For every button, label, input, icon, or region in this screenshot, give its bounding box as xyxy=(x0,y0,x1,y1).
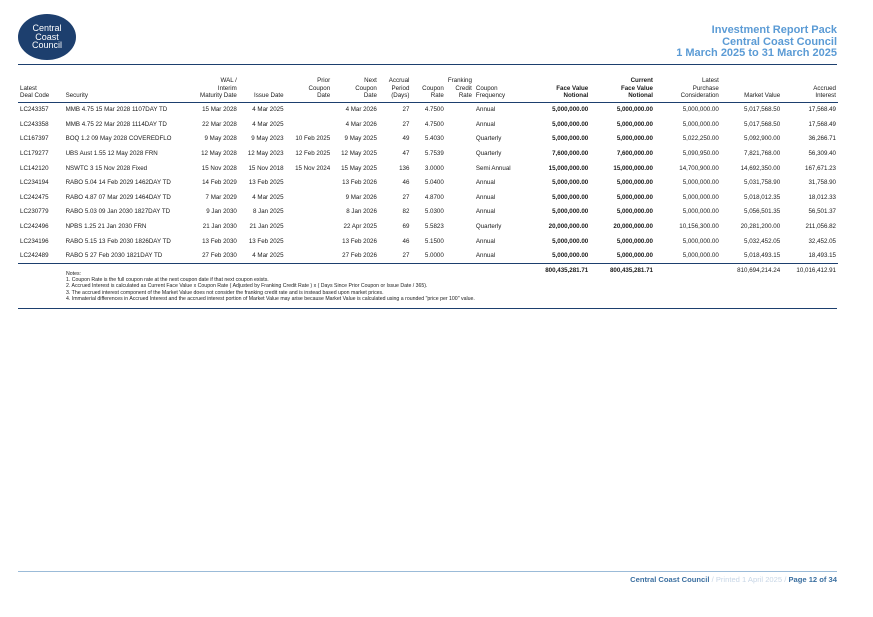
report-period: 1 March 2025 to 31 March 2025 xyxy=(676,47,837,59)
total-current-face: 800,435,281.71 xyxy=(590,264,655,278)
cell-current-face: 7,600,000.00 xyxy=(616,150,653,158)
cell-issue-date: 4 Mar 2025 xyxy=(252,120,284,128)
cell-face-value: 5,000,000.00 xyxy=(552,135,589,143)
cell-accrual: 82 xyxy=(402,208,410,216)
cell-maturity: 12 May 2028 xyxy=(201,150,237,158)
col-face-value: Face Value Notional xyxy=(556,84,589,99)
cell-current-face: 5,000,000.00 xyxy=(616,135,653,143)
total-market: 810,694,214.24 xyxy=(721,264,782,278)
cell-issue-date: 8 Jan 2025 xyxy=(252,208,284,216)
cell-issue-date: 13 Feb 2025 xyxy=(248,179,284,187)
cell-accrual: 47 xyxy=(402,150,410,158)
cell-market-value: 5,092,900.00 xyxy=(744,135,781,143)
cell-franking xyxy=(446,248,474,263)
cell-frequency: Annual xyxy=(475,193,496,201)
cell-market-value: 5,018,012.35 xyxy=(744,193,781,201)
cell-coupon-rate: 3.0000 xyxy=(424,164,444,172)
report-header xyxy=(676,25,837,60)
notes-heading: Notes: xyxy=(66,271,81,277)
cell-accrual: 46 xyxy=(402,237,410,245)
cell-maturity: 9 Jan 2030 xyxy=(206,208,237,216)
cell-prior-coupon xyxy=(286,219,333,234)
cell-accrued: 32,452.05 xyxy=(808,237,836,245)
cell-next-coupon: 9 Mar 2026 xyxy=(345,193,377,201)
cell-issue-date: 21 Jan 2025 xyxy=(249,223,284,231)
table-row xyxy=(18,175,838,190)
footer-page: Page 12 of 34 xyxy=(788,575,837,584)
cell-maturity: 21 Jan 2030 xyxy=(202,223,237,231)
cell-next-coupon: 4 Mar 2026 xyxy=(345,120,377,128)
cell-accrued: 167,671.23 xyxy=(805,164,836,172)
cell-deal-code: LC243357 xyxy=(20,106,49,114)
cell-accrued: 56,309.40 xyxy=(808,150,836,158)
cell-next-coupon: 13 Feb 2026 xyxy=(342,237,377,245)
col-coupon-rate: Coupon Rate xyxy=(422,84,444,99)
cell-prior-coupon xyxy=(286,205,333,220)
cell-maturity: 22 Mar 2028 xyxy=(202,120,237,128)
cell-security: NPBS 1.25 21 Jan 2030 FRN xyxy=(65,223,147,231)
cell-franking xyxy=(446,175,474,190)
cell-deal-code: LC234196 xyxy=(20,237,49,245)
cell-maturity: 14 Feb 2029 xyxy=(202,179,237,187)
cell-current-face: 5,000,000.00 xyxy=(616,252,653,260)
investment-table xyxy=(18,77,838,277)
cell-issue-date: 15 Nov 2018 xyxy=(248,164,284,172)
cell-security: RABO 5 27 Feb 2030 1821DAY TD xyxy=(65,252,163,260)
cell-coupon-rate: 4.7500 xyxy=(424,120,444,128)
cell-franking xyxy=(446,102,474,117)
table-row xyxy=(18,117,838,132)
cell-face-value: 7,600,000.00 xyxy=(552,150,589,158)
cell-issue-date: 12 May 2023 xyxy=(247,150,284,158)
cell-purchase: 5,022,250.00 xyxy=(682,135,719,143)
table-row xyxy=(18,234,838,249)
report-title: Investment Report Pack xyxy=(711,24,837,36)
notes-divider xyxy=(18,308,837,309)
cell-franking xyxy=(446,219,474,234)
cell-security: NSWTC 3 15 Nov 2028 Fixed xyxy=(65,164,148,172)
table-row xyxy=(18,102,838,117)
cell-current-face: 5,000,000.00 xyxy=(616,120,653,128)
cell-current-face: 5,000,000.00 xyxy=(616,106,653,114)
cell-maturity: 15 Mar 2028 xyxy=(202,106,237,114)
cell-coupon-rate: 5.7539 xyxy=(424,150,444,158)
cell-face-value: 15,000,000.00 xyxy=(548,164,589,172)
cell-franking xyxy=(446,117,474,132)
cell-deal-code: LC179277 xyxy=(20,150,49,158)
header-divider xyxy=(18,64,837,65)
cell-deal-code: LC242475 xyxy=(20,193,49,201)
cell-security: RABO 4.87 07 Mar 2029 1464DAY TD xyxy=(65,193,171,201)
cell-accrued: 31,758.90 xyxy=(808,179,836,187)
cell-market-value: 5,017,568.50 xyxy=(744,120,781,128)
cell-purchase: 5,000,000.00 xyxy=(682,106,719,114)
cell-security: RABO 5.15 13 Feb 2030 1826DAY TD xyxy=(65,237,171,245)
col-maturity: WAL / Interim Maturity Date xyxy=(200,77,237,99)
col-purchase: Latest Purchase Consideration xyxy=(680,77,719,99)
note-1: 1. Coupon Rate is the full coupon rate at the next coupon date if that next coupon exists. xyxy=(66,277,269,284)
note-3: 3. The accrued interest component of the Market Value does not consider the franking credit rate and is instead based upon market prices. xyxy=(66,289,384,296)
cell-deal-code: LC167397 xyxy=(20,135,49,143)
cell-accrual: 27 xyxy=(402,120,410,128)
col-deal-code: Latest Deal Code xyxy=(20,84,50,99)
cell-accrual: 27 xyxy=(402,106,410,114)
footer-org: Central Coast Council xyxy=(630,575,710,584)
cell-market-value: 5,018,493.15 xyxy=(744,252,781,260)
cell-deal-code: LC243358 xyxy=(20,120,49,128)
cell-face-value: 5,000,000.00 xyxy=(552,179,589,187)
cell-accrued: 18,012.33 xyxy=(808,193,836,201)
cell-security: UBS Aust 1.55 12 May 2028 FRN xyxy=(65,150,158,158)
table-header-row xyxy=(18,77,838,102)
footer-printed: Printed 1 April 2025 xyxy=(715,575,783,584)
cell-maturity: 15 Nov 2028 xyxy=(201,164,237,172)
cell-accrual: 27 xyxy=(402,193,410,201)
note-2: 2. Accrued Interest is calculated as Current Face Value x Coupon Rate ( Adjusted by Franking Credit Rate ) x ( Days Since Prior Coupon or Issue Date / 365). xyxy=(66,283,428,290)
cell-accrual: 27 xyxy=(402,252,410,260)
cell-next-coupon: 22 Apr 2025 xyxy=(343,223,377,231)
cell-accrued: 211,056.82 xyxy=(805,223,836,231)
cell-coupon-rate: 5.5823 xyxy=(424,223,444,231)
cell-next-coupon: 4 Mar 2026 xyxy=(345,106,377,114)
cell-deal-code: LC234194 xyxy=(20,179,49,187)
cell-maturity: 7 Mar 2029 xyxy=(205,193,237,201)
cell-face-value: 5,000,000.00 xyxy=(552,237,589,245)
table-row xyxy=(18,190,838,205)
cell-purchase: 5,000,000.00 xyxy=(682,193,719,201)
cell-maturity: 13 Feb 2030 xyxy=(202,237,237,245)
cell-frequency: Quarterly xyxy=(475,150,502,158)
table-row xyxy=(18,161,838,176)
cell-purchase: 5,000,000.00 xyxy=(682,120,719,128)
cell-prior-coupon xyxy=(286,175,333,190)
cell-frequency: Annual xyxy=(475,208,496,216)
cell-next-coupon: 8 Jan 2026 xyxy=(346,208,377,216)
cell-market-value: 14,692,350.00 xyxy=(740,164,781,172)
cell-accrual: 46 xyxy=(402,179,410,187)
col-current-face: Current Face Value Notional xyxy=(620,77,653,99)
cell-franking xyxy=(446,161,474,176)
cell-market-value: 5,056,501.35 xyxy=(744,208,781,216)
cell-frequency: Annual xyxy=(475,237,496,245)
cell-purchase: 5,000,000.00 xyxy=(682,208,719,216)
cell-security: MMB 4.75 22 Mar 2028 1114DAY TD xyxy=(65,120,167,128)
table-row xyxy=(18,205,838,220)
cell-coupon-rate: 4.8700 xyxy=(424,193,444,201)
cell-face-value: 5,000,000.00 xyxy=(552,252,589,260)
cell-current-face: 5,000,000.00 xyxy=(616,208,653,216)
cell-market-value: 5,031,758.90 xyxy=(744,179,781,187)
cell-issue-date: 9 May 2023 xyxy=(251,135,284,143)
cell-prior-coupon: 10 Feb 2025 xyxy=(295,135,331,143)
table-row xyxy=(18,248,838,263)
cell-issue-date: 4 Mar 2025 xyxy=(252,106,284,114)
cell-prior-coupon xyxy=(286,117,333,132)
cell-frequency: Quarterly xyxy=(475,135,502,143)
cell-prior-coupon: 15 Nov 2024 xyxy=(295,164,331,172)
cell-maturity: 9 May 2028 xyxy=(204,135,237,143)
cell-next-coupon: 9 May 2025 xyxy=(344,135,377,143)
cell-current-face: 5,000,000.00 xyxy=(616,179,653,187)
cell-market-value: 5,017,568.50 xyxy=(744,106,781,114)
cell-deal-code: LC242489 xyxy=(20,252,49,260)
cell-franking xyxy=(446,132,474,147)
cell-deal-code: LC242496 xyxy=(20,223,49,231)
cell-franking xyxy=(446,146,474,161)
cell-purchase: 5,000,000.00 xyxy=(682,252,719,260)
cell-prior-coupon xyxy=(286,102,333,117)
col-next-coupon: Next Coupon Date xyxy=(355,77,377,99)
cell-security: RABO 5.04 14 Feb 2029 1462DAY TD xyxy=(65,179,171,187)
page-footer: Central Coast Council / Printed 1 April 2025 / Page 12 of 34 xyxy=(630,575,837,584)
cell-frequency: Annual xyxy=(475,179,496,187)
col-franking: Franking Credit Rate xyxy=(447,77,472,99)
cell-prior-coupon xyxy=(286,190,333,205)
footer-divider xyxy=(18,571,837,572)
cell-next-coupon: 13 Feb 2026 xyxy=(342,179,377,187)
col-issue-date: Issue Date xyxy=(253,92,284,99)
cell-face-value: 20,000,000.00 xyxy=(548,223,589,231)
note-4: 4. Immaterial differences in Accrued Interest and the accrued interest portion of Market Value may arise because Market Value is calculated using a rounded "price per 100" value. xyxy=(66,295,475,302)
notes xyxy=(66,271,475,302)
cell-purchase: 10,156,300.00 xyxy=(679,223,719,231)
cell-coupon-rate: 5.0300 xyxy=(424,208,444,216)
col-accrual: Accrual Period (Days) xyxy=(388,77,410,99)
cell-next-coupon: 15 May 2025 xyxy=(341,164,377,172)
cell-coupon-rate: 5.4030 xyxy=(424,135,444,143)
cell-market-value: 5,032,452.05 xyxy=(744,237,781,245)
cell-next-coupon: 12 May 2025 xyxy=(341,150,377,158)
cell-purchase: 14,700,900.00 xyxy=(679,164,719,172)
cell-face-value: 5,000,000.00 xyxy=(552,106,589,114)
cell-issue-date: 13 Feb 2025 xyxy=(248,237,284,245)
table-row xyxy=(18,146,838,161)
cell-accrual: 49 xyxy=(402,135,410,143)
report-org: Central Coast Council xyxy=(722,35,837,48)
cell-accrual: 136 xyxy=(399,164,410,172)
cell-coupon-rate: 4.7500 xyxy=(424,106,444,114)
cell-frequency: Annual xyxy=(475,106,496,114)
cell-coupon-rate: 5.1500 xyxy=(424,237,444,245)
cell-next-coupon: 27 Feb 2026 xyxy=(342,252,377,260)
cell-prior-coupon xyxy=(286,234,333,249)
cell-current-face: 5,000,000.00 xyxy=(616,237,653,245)
cell-accrued: 36,266.71 xyxy=(808,135,836,143)
cell-accrued: 18,493.15 xyxy=(808,252,836,260)
col-accrued: Accrued Interest xyxy=(813,84,836,99)
total-accrued: 10,016,412.91 xyxy=(782,264,838,278)
cell-face-value: 5,000,000.00 xyxy=(552,193,589,201)
cell-frequency: Annual xyxy=(475,120,496,128)
col-frequency: Coupon Frequency xyxy=(475,84,506,99)
cell-accrued: 17,568.49 xyxy=(808,120,836,128)
table-row xyxy=(18,219,838,234)
cell-coupon-rate: 5.0000 xyxy=(424,252,444,260)
cell-security: RABO 5.03 09 Jan 2030 1827DAY TD xyxy=(65,208,171,216)
cell-franking xyxy=(446,190,474,205)
total-face: 800,435,281.71 xyxy=(531,264,591,278)
cell-market-value: 7,821,768.00 xyxy=(744,150,781,158)
cell-accrued: 56,501.37 xyxy=(808,208,836,216)
cell-frequency: Semi Annual xyxy=(475,164,511,172)
cell-issue-date: 4 Mar 2025 xyxy=(252,193,284,201)
cell-accrued: 17,568.49 xyxy=(808,106,836,114)
cell-market-value: 20,281,200.00 xyxy=(740,223,781,231)
cell-issue-date: 4 Mar 2025 xyxy=(252,252,284,260)
cell-prior-coupon xyxy=(286,248,333,263)
cell-frequency: Quarterly xyxy=(475,223,502,231)
cell-face-value: 5,000,000.00 xyxy=(552,120,589,128)
cell-purchase: 5,000,000.00 xyxy=(682,237,719,245)
col-security: Security xyxy=(65,92,88,99)
col-market-value: Market Value xyxy=(744,92,781,99)
cell-franking xyxy=(446,205,474,220)
council-logo: Central Coast Council xyxy=(18,14,76,60)
cell-current-face: 15,000,000.00 xyxy=(613,164,653,172)
cell-prior-coupon: 12 Feb 2025 xyxy=(295,150,331,158)
cell-maturity: 27 Feb 2030 xyxy=(202,252,237,260)
cell-deal-code: LC142120 xyxy=(20,164,49,172)
cell-purchase: 5,090,950.00 xyxy=(682,150,719,158)
cell-current-face: 5,000,000.00 xyxy=(616,193,653,201)
cell-coupon-rate: 5.0400 xyxy=(424,179,444,187)
cell-franking xyxy=(446,234,474,249)
table-row xyxy=(18,132,838,147)
cell-purchase: 5,000,000.00 xyxy=(682,179,719,187)
cell-current-face: 20,000,000.00 xyxy=(613,223,653,231)
cell-frequency: Annual xyxy=(475,252,496,260)
cell-security: MMB 4.75 15 Mar 2028 1107DAY TD xyxy=(65,106,168,114)
col-prior-coupon: Prior Coupon Date xyxy=(308,77,331,99)
cell-deal-code: LC230779 xyxy=(20,208,49,216)
cell-face-value: 5,000,000.00 xyxy=(552,208,589,216)
cell-accrual: 69 xyxy=(402,223,410,231)
cell-security: BOQ 1.2 09 May 2028 COVEREDFLO xyxy=(65,135,172,143)
